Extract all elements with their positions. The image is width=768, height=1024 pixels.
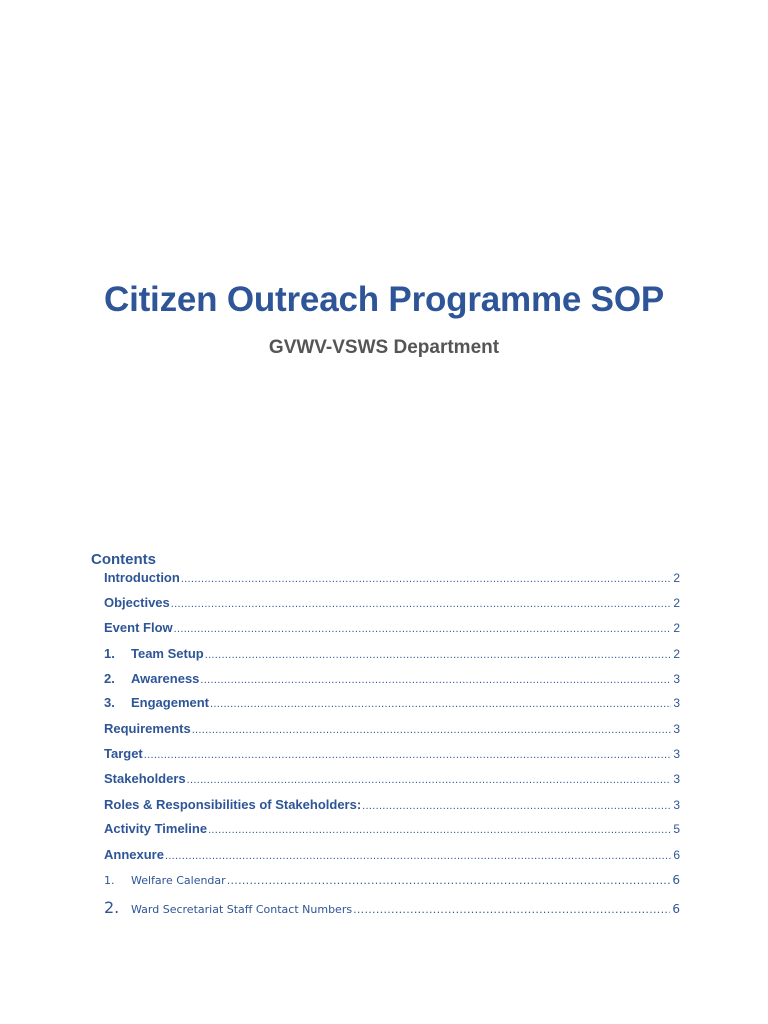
toc-dot-leader — [144, 749, 672, 761]
toc-entry-stakeholders[interactable] — [104, 771, 680, 789]
toc-entry-requirements[interactable] — [104, 721, 680, 739]
toc-entry-page: 3 — [673, 798, 680, 812]
toc-entry-label: Stakeholders — [104, 771, 186, 786]
toc-entry-page: 2 — [673, 596, 680, 610]
toc-entry-label: Engagement — [131, 695, 210, 710]
toc-entry-label: Team Setup — [131, 646, 204, 661]
toc-entry-page: 3 — [673, 747, 680, 761]
toc-entry-page: 3 — [673, 696, 680, 710]
toc-entry-ward-secretariat-contacts[interactable] — [104, 898, 680, 916]
toc-entry-number: 3. — [104, 695, 115, 710]
toc-entry-engagement[interactable] — [104, 695, 680, 713]
toc-entry-page: 6 — [672, 873, 680, 887]
toc-entry-label: Objectives — [104, 595, 170, 610]
toc-entry-label: Roles & Responsibilities of Stakeholders: — [104, 797, 362, 812]
toc-entry-welfare-calendar[interactable] — [104, 873, 680, 891]
toc-entry-page: 2 — [673, 621, 680, 635]
toc-entry-activity-timeline[interactable] — [104, 821, 680, 839]
toc-dot-leader — [181, 573, 671, 585]
toc-entry-page: 2 — [673, 647, 680, 661]
toc-entry-page: 2 — [673, 571, 680, 585]
toc-entry-label: Annexure — [104, 847, 164, 862]
toc-entry-label: Ward Secretariat Staff Contact Numbers — [131, 903, 353, 916]
toc-entry-label: Introduction — [104, 570, 180, 585]
toc-dot-leader — [187, 774, 672, 786]
toc-dot-leader — [200, 674, 671, 686]
toc-entry-number: 1. — [104, 646, 115, 661]
toc-dot-leader — [174, 623, 672, 635]
toc-dot-leader — [362, 800, 671, 812]
toc-entry-team-setup[interactable] — [104, 646, 680, 664]
toc-entry-page: 3 — [673, 772, 680, 786]
document-subtitle: GVWV-VSWS Department — [268, 337, 500, 358]
toc-dot-leader — [210, 698, 671, 710]
toc-entry-page: 3 — [673, 672, 680, 686]
toc-entry-label: Awareness — [131, 671, 200, 686]
toc-entry-objectives[interactable] — [104, 595, 680, 613]
toc-dot-leader — [165, 850, 671, 862]
toc-heading: Contents — [91, 551, 156, 568]
toc-entry-page: 3 — [673, 722, 680, 736]
toc-entry-label: Event Flow — [104, 620, 173, 635]
toc-entry-label: Target — [104, 746, 143, 761]
toc-entry-awareness[interactable] — [104, 671, 680, 689]
toc-dot-leader — [227, 874, 671, 887]
toc-dot-leader — [208, 824, 671, 836]
toc-entry-number: 1. — [104, 874, 115, 887]
toc-dot-leader — [192, 724, 672, 736]
toc-entry-introduction[interactable] — [104, 570, 680, 588]
toc-entry-target[interactable] — [104, 746, 680, 764]
toc-entry-event-flow[interactable] — [104, 620, 680, 638]
toc-entry-annexure[interactable] — [104, 847, 680, 865]
toc-dot-leader — [353, 903, 670, 916]
toc-entry-number: 2. — [104, 671, 115, 686]
toc-entry-page: 5 — [673, 822, 680, 836]
toc-entry-page: 6 — [672, 902, 680, 916]
toc-entry-roles-responsibilities[interactable] — [104, 797, 680, 815]
toc-entry-page: 6 — [673, 848, 680, 862]
toc-entry-number: 2. — [104, 898, 120, 917]
toc-entry-label: Activity Timeline — [104, 821, 208, 836]
toc-entry-label: Welfare Calendar — [131, 874, 226, 887]
toc-dot-leader — [171, 598, 672, 610]
toc-entry-label: Requirements — [104, 721, 191, 736]
document-title: Citizen Outreach Programme SOP — [104, 280, 664, 319]
toc-dot-leader — [205, 649, 672, 661]
